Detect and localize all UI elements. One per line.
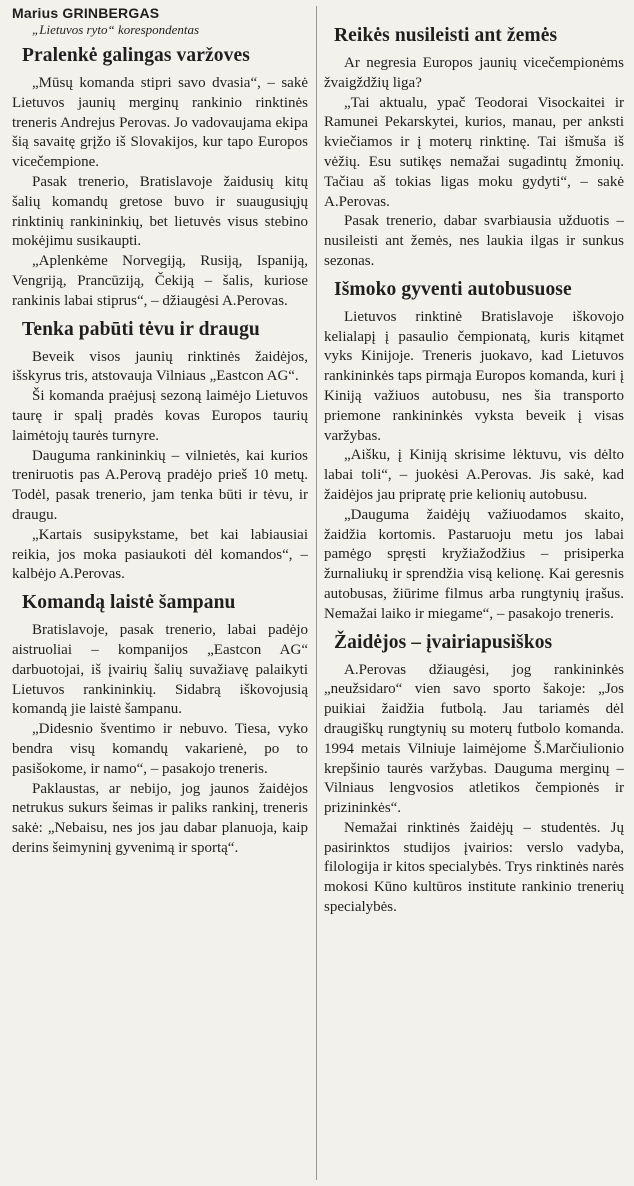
paragraph: Bratislavoje, pasak trenerio, labai padėjo aistruoliai – kompanijos „Eastcon AG“ darbuotojai, iš įvairių šalių suvažiavę palaikyti Lietuvos rankininkių. Sidabrą iškovojusią komandą jie laistė šampanu. [12, 622, 308, 718]
author-role: „Lietuvos ryto“ korespondentas [32, 22, 200, 37]
paragraph: „Tai aktualu, ypač Teodorai Visockaitei ir Ramunei Pekarskytei, kurios, manau, per anksti kviečiamos ir į moterų rinktinę. Tai išmuša iš vėžių. Esu sutikęs nemažai sugadintų žmonių. Tačiau aš tokias ligas moku gydyti“, – sakė A.Perovas. [324, 94, 624, 210]
paragraph: Pasak trenerio, dabar svarbiausia užduotis – nusileisti ant žemės, nes laukia ilgas ir sunkus sezonas. [324, 213, 624, 269]
paragraph: „Aišku, į Kiniją skrisime lėktuvu, vis dėlto labai toli“, – juokėsi A.Perovas. Jis sakė, kad žaidėjos jau pripratę prie kelionių autobusu. [324, 447, 624, 503]
paragraph: „Dauguma žaidėjų važiuodamos skaito, žaidžia kortomis. Pastaruoju metu jos labai pamėgo spręsti kryžiažodžius – prisiperka žurnaliukų ir sprendžia visą kelionę. Kai geresnis autobusas, žiūrime filmus arba rungtynių įrašus. Nemažai laiko ir miegame“, – pasakojo treneris. [324, 506, 624, 622]
paragraph: Lietuvos rinktinė Bratislavoje iškovojo kelialapį į pasaulio čempionatą, kuris kitąmet vyks Kinijoje. Treneris juokavo, kad Lietuvos rankininkės taps pirmąja Europos komanda, kuri į Kiniją važiuos autobusu, nes šia transporto priemone rankininkės vyksta beveik į visas varžybas. [324, 308, 624, 444]
paragraph: Paklaustas, ar nebijo, jog jaunos žaidėjos netrukus sukurs šeimas ir paliks rankinį, treneris sakė: „Nebaisu, nes jos jau dabar planuoja, kaip derins šeimyninį gyvenimą ir sportą“. [12, 780, 308, 856]
paragraph: Ar negresia Europos jaunių vicečempionėms žvaigždžių liga? [324, 55, 624, 91]
paragraph: Pasak trenerio, Bratislavoje žaidusių kitų šalių komandų gretose buvo ir suaugusiųjų rinktinių rankininkių, bet lietuvės visus stebino mokėjimu susikaupti. [12, 173, 308, 250]
section-heading: Pralenkė galingas varžoves [22, 45, 250, 66]
byline [12, 4, 308, 38]
section-heading: Tenka pabūti tėvu ir draugu [22, 318, 260, 340]
right-column [324, 4, 624, 1186]
paragraph: „Aplenkėme Norvegiją, Rusiją, Ispaniją, Vengriją, Prancūziją, Čekiją – šalis, kuriose rankinis labai stiprus“, – džiaugėsi A.Perovas. [12, 253, 308, 309]
section-heading: Reikės nusileisti ant žemės [334, 25, 558, 46]
paragraph: Beveik visos jaunių rinktinės žaidėjos, išskyrus tris, atstovauja Vilniaus „Eastcon AG“. [12, 348, 308, 385]
paragraph: Dauguma rankininkių – vilnietės, kai kurios treniruotis pas A.Perovą pradėjo prieš 10 metų. Todėl, pasak trenerio, jam tenka būti ir tėvu, ir draugu. [12, 447, 308, 523]
paragraph: „Didesnio šventimo ir nebuvo. Tiesa, vyko bendra visų komandų vakarienė, po to pasišokome, ir namo“, – pasakojo treneris. [12, 721, 308, 777]
section-ismoko [324, 278, 624, 625]
section-heading: Komandą laistė šampanu [22, 592, 236, 614]
paragraph: A.Perovas džiaugėsi, jog rankininkės „neužsidaro“ vien savo sporto šakoje: „Jos puikiai žaidžia futbolą. Jau tariamės dėl draugiškų rungtynių su moterų futbolo komanda. 1994 metais Vilniuje laimėjome Š.Marčiulionio krepšinio taurės varžybas. Dauguma merginų – Vilniaus lengvosios atletikos čempionės ir prizininkės“. [324, 661, 624, 817]
paragraph: „Mūsų komanda stipri savo dvasia“, – sakė Lietuvos jaunių merginų rankinio rinktinės treneris Andrejus Perovas. Jo vadovaujama ekipa šią savaitę grįžo iš Slovakijos, kur tapo Europos vicečempione. [12, 75, 308, 171]
section-heading: Žaidėjos – įvairiapusiškos [334, 631, 553, 653]
section-pralenke [12, 44, 308, 312]
section-heading: Išmoko gyventi autobusuose [334, 278, 572, 300]
column-divider [316, 6, 317, 1180]
author-name: Marius GRINBERGAS [12, 5, 160, 21]
left-column [12, 4, 308, 1186]
paragraph: Ši komanda praėjusį sezoną laimėjo Lietuvos taurę ir spalį pradės kovas Europos taurių laimėtojų taurės turnyre. [12, 388, 308, 444]
section-komanda [12, 591, 308, 859]
section-zaidejos [324, 631, 624, 918]
paragraph: „Kartais susipykstame, bet kai labiausiai reikia, jos moka pasiaukoti dėl komandos“, – kalbėjo A.Perovas. [12, 526, 308, 583]
paragraph: Nemažai rinktinės žaidėjų – studentės. Jų pasirinktos studijos įvairios: verslo vadyba, filologija ir kitos specialybės. Trys rinktinės narės mokosi Kūno kultūros institute rankinio trenerių specialybės. [324, 819, 624, 916]
section-tenka [12, 318, 308, 586]
section-reikes [324, 24, 624, 272]
